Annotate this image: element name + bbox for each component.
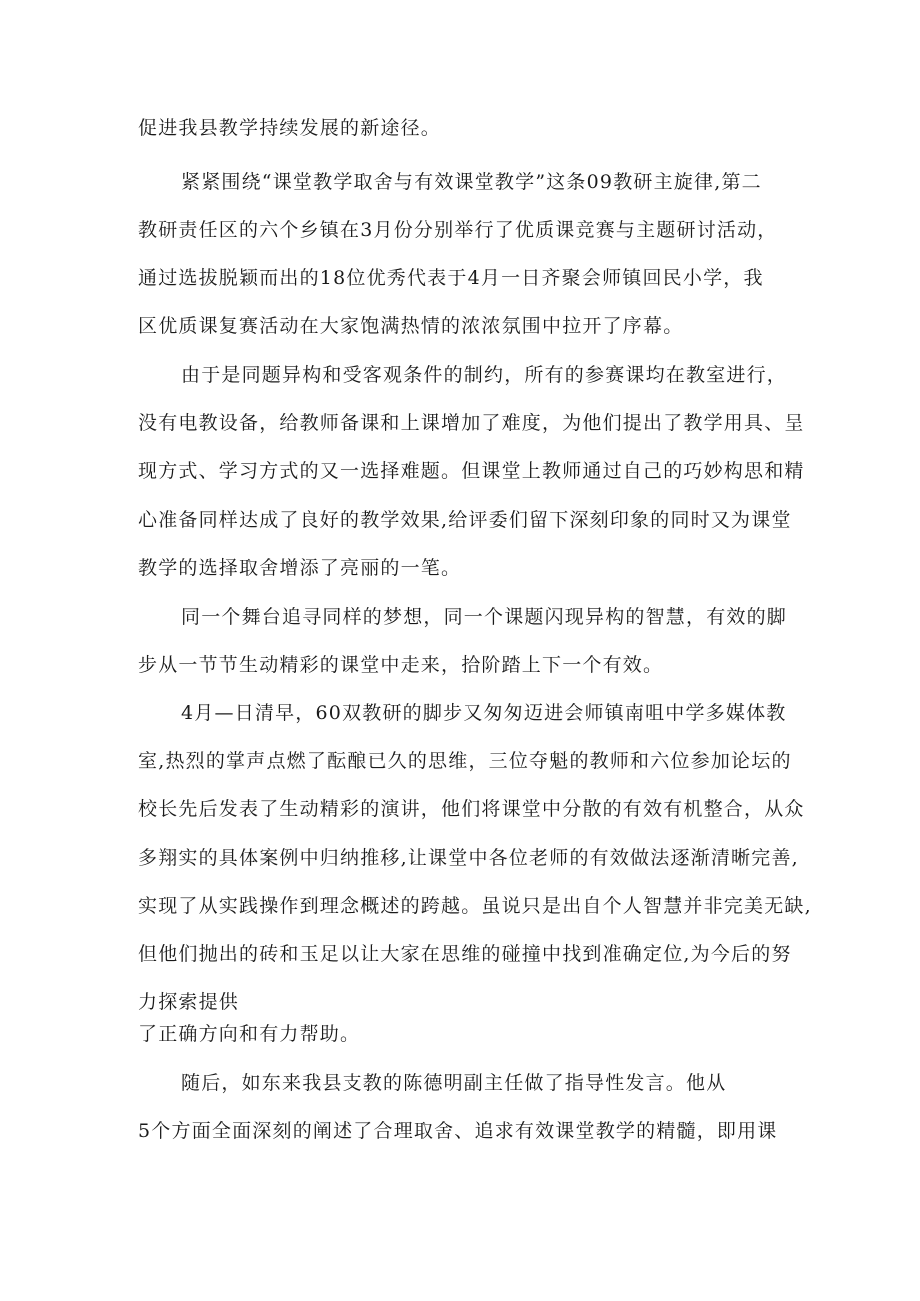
text-line: 教学的选择取舍增添了亮丽的一笔。 — [138, 557, 462, 579]
text-line: 没有电教设备，给教师备课和上课增加了难度，为他们提出了教学用具、呈 — [138, 412, 805, 434]
text-line: 实现了从实践操作到理念概述的跨越。虽说只是出自个人智慧并非完美无缺, — [138, 895, 812, 917]
text-line: 教研责任区的六个乡镇在3月份分别举行了优质课竞赛与主题研讨活动， — [138, 219, 778, 241]
text-line: 同一个舞台追寻同样的梦想，同一个课题闪现异构的智慧，有效的脚 — [181, 606, 788, 628]
text-line: 促进我县教学持续发展的新途径。 — [138, 117, 442, 139]
text-line: 现方式、学习方式的又一选择难题。但课堂上教师通过自己的巧妙构思和精 — [138, 460, 805, 482]
text-line: 4月—日清早，60双教研的脚步又匆匆迈进会师镇南咀中学多媒体教 — [181, 702, 787, 724]
text-line: 了正确方向和有力帮助。 — [138, 1023, 361, 1045]
text-line: 校长先后发表了生动精彩的演讲，他们将课堂中分散的有效有机整合，从众 — [138, 798, 805, 820]
text-line: 室,热烈的掌声点燃了酝酿已久的思维，三位夺魁的教师和六位参加论坛的 — [138, 750, 792, 772]
text-line: 5个方面全面深刻的阐述了合理取舍、追求有效课堂教学的精髓，即用课 — [138, 1120, 778, 1142]
text-line: 区优质课复赛活动在大家饱满热情的浓浓氛围中拉开了序幕。 — [138, 315, 684, 337]
text-line: 由于是同题异构和受客观条件的制约，所有的参赛课均在教室进行， — [181, 364, 788, 386]
text-line: 随后，如东来我县支教的陈德明副主任做了指导性发言。他从 — [181, 1072, 727, 1094]
text-line: 但他们抛出的砖和玉足以让大家在思维的碰撞中找到准确定位,为今后的努 — [138, 943, 792, 965]
text-line: 步从一节节生动精彩的课堂中走来，拾阶踏上下一个有效。 — [138, 654, 664, 676]
text-line: 多翔实的具体案例中归纳推移,让课堂中各位老师的有效做法逐渐清晰完善, — [138, 847, 799, 869]
text-line: 力探索提供 — [138, 991, 240, 1013]
text-line: 紧紧围绕“课堂教学取舍与有效课堂教学”这条09教研主旋律,第二 — [181, 171, 762, 193]
text-line: 通过选拔脱颖而出的18位优秀代表于4月一日齐聚会师镇回民小学，我 — [138, 267, 764, 289]
text-line: 心准备同样达成了良好的教学效果,给评委们留下深刻印象的同时又为课堂 — [138, 509, 792, 531]
